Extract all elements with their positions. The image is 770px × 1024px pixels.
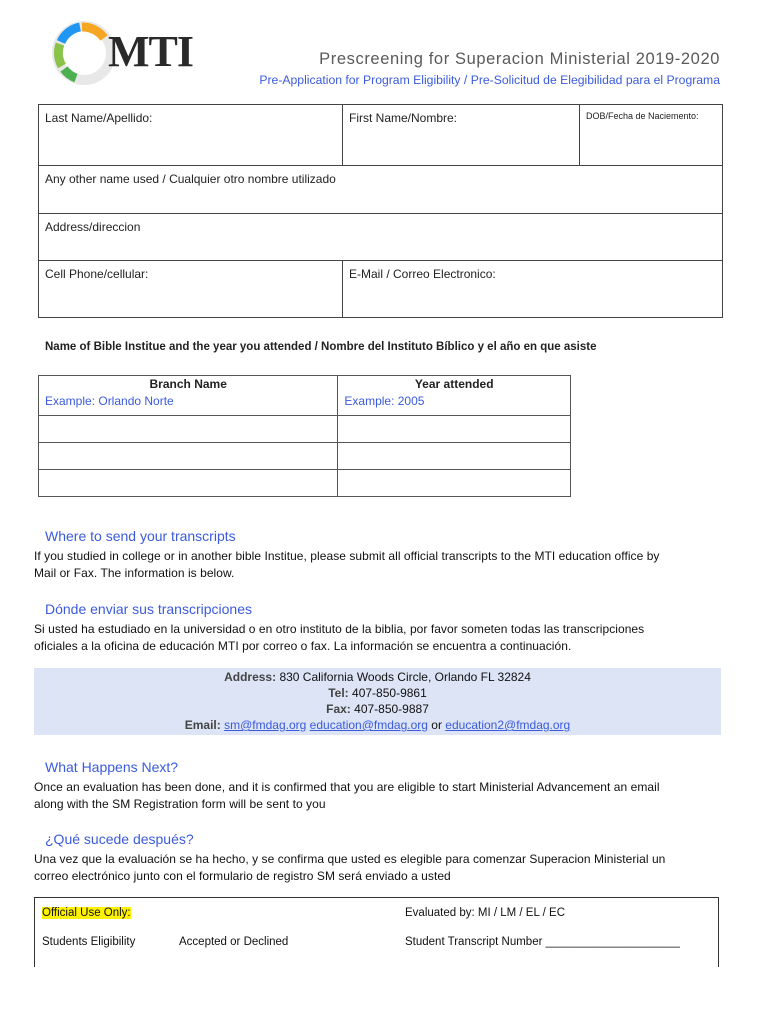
next-body-en	[34, 779, 734, 813]
branch-name-header: Branch Name	[39, 376, 338, 394]
first-name-field[interactable]	[343, 105, 580, 165]
transcript-number-label: Student Transcript Number _____________________	[405, 936, 680, 948]
address-label: Address/direccion	[45, 220, 141, 234]
email-label: Email:	[184, 718, 221, 732]
logo-seal-icon	[52, 20, 112, 86]
dob-field[interactable]	[580, 105, 722, 165]
siguiente-line-1: Una vez que la evaluación se ha hecho, y se confirma que usted es elegible para comenzar Superacion Ministerial un	[34, 852, 666, 866]
last-name-field[interactable]	[39, 105, 343, 165]
transcripts-line-2: Mail or Fax. The information is below.	[34, 566, 235, 580]
email-link-education[interactable]: education@fmdag.org	[309, 718, 428, 732]
email-or: or	[431, 718, 442, 732]
other-name-label: Any other name used / Cualquier otro nombre utilizado	[45, 172, 336, 186]
table-row	[39, 470, 571, 497]
last-name-label: Last Name/Apellido:	[45, 111, 153, 125]
transcripciones-line-1: Si usted ha estudiado en la universidad o en otro instituto de la biblia, por favor someten todas las transcripciones	[34, 622, 645, 636]
logo-wordmark: MTI	[108, 27, 193, 76]
next-line-2: along with the SM Registration form will be sent to you	[34, 797, 326, 811]
tel-value: 407-850-9861	[352, 686, 427, 700]
dob-label: DOB/Fecha de Naciemento:	[586, 111, 699, 121]
siguiente-line-2: correo electrónico junto con el formulario de registro SM será enviado a usted	[34, 869, 451, 883]
transcripts-body-es	[34, 621, 734, 655]
page-title: Prescreening for Superacion Ministerial 2019-2020	[319, 50, 720, 68]
table-row	[39, 394, 571, 416]
table-row	[39, 443, 571, 470]
email-field[interactable]	[343, 260, 722, 317]
year-input-cell[interactable]	[338, 416, 571, 443]
cell-phone-field[interactable]	[39, 260, 343, 317]
next-body-es	[34, 851, 734, 885]
next-line-1: Once an evaluation has been done, and it is confirmed that you are eligible to start Ministerial Advancement an email	[34, 780, 660, 794]
transcripts-line-1: If you studied in college or in another bible Institue, please submit all official transcripts to the MTI education office by	[34, 549, 660, 563]
official-use-label: Official Use Only:	[42, 907, 131, 919]
contact-tel	[34, 686, 721, 700]
year-input-cell[interactable]	[338, 470, 571, 497]
transcripts-body-en	[34, 548, 734, 582]
contact-info-box	[34, 668, 721, 735]
transcripts-heading-es: Dónde enviar sus transcripciones	[45, 601, 252, 617]
first-name-label: First Name/Nombre:	[349, 111, 458, 125]
example-year-cell: Example: 2005	[338, 394, 571, 416]
evaluated-by-label: Evaluated by: MI / LM / EL / EC	[405, 907, 566, 919]
contact-fax	[34, 702, 721, 716]
example-branch-cell: Example: Orlando Norte	[39, 394, 338, 416]
students-eligibility-label: Students Eligibility	[42, 936, 136, 948]
address-value: 830 California Woods Circle, Orlando FL 32824	[279, 670, 531, 684]
fax-label: Fax:	[326, 702, 351, 716]
fax-value: 407-850-9887	[354, 702, 429, 716]
tel-label: Tel:	[328, 686, 349, 700]
email-label: E-Mail / Correo Electronico:	[349, 267, 496, 281]
address-field[interactable]	[39, 213, 722, 260]
year-input-cell[interactable]	[338, 443, 571, 470]
email-link-sm[interactable]: sm@fmdag.org	[224, 718, 307, 732]
branch-input-cell[interactable]	[39, 416, 338, 443]
transcripts-heading-en: Where to send your transcripts	[45, 528, 236, 544]
applicant-info-grid	[38, 104, 723, 318]
table-row	[39, 416, 571, 443]
other-name-field[interactable]	[39, 165, 722, 213]
official-use-box	[34, 897, 719, 967]
address-label: Address:	[224, 670, 277, 684]
contact-email	[34, 718, 721, 732]
email-link-education2[interactable]: education2@fmdag.org	[445, 718, 571, 732]
next-heading-es: ¿Qué sucede después?	[45, 831, 194, 847]
transcripciones-line-2: oficiales a la oficina de educación MTI por correo o fax. La información se encuentra a continuación.	[34, 639, 572, 653]
table-header-row	[39, 376, 571, 394]
accepted-declined-label: Accepted or Declined	[179, 936, 289, 948]
year-attended-header: Year attended	[338, 376, 571, 394]
next-heading-en: What Happens Next?	[45, 759, 179, 775]
branch-input-cell[interactable]	[39, 470, 338, 497]
page-subtitle: Pre-Application for Program Eligibility / Pre-Solicitud de Elegibilidad para el Programa	[259, 73, 720, 87]
cell-phone-label: Cell Phone/cellular:	[45, 267, 149, 281]
bible-institute-table	[38, 375, 571, 497]
bible-institute-heading: Name of Bible Institue and the year you attended / Nombre del Instituto Bíblico y el año en que asiste	[45, 341, 597, 353]
branch-input-cell[interactable]	[39, 443, 338, 470]
contact-address	[34, 670, 721, 684]
